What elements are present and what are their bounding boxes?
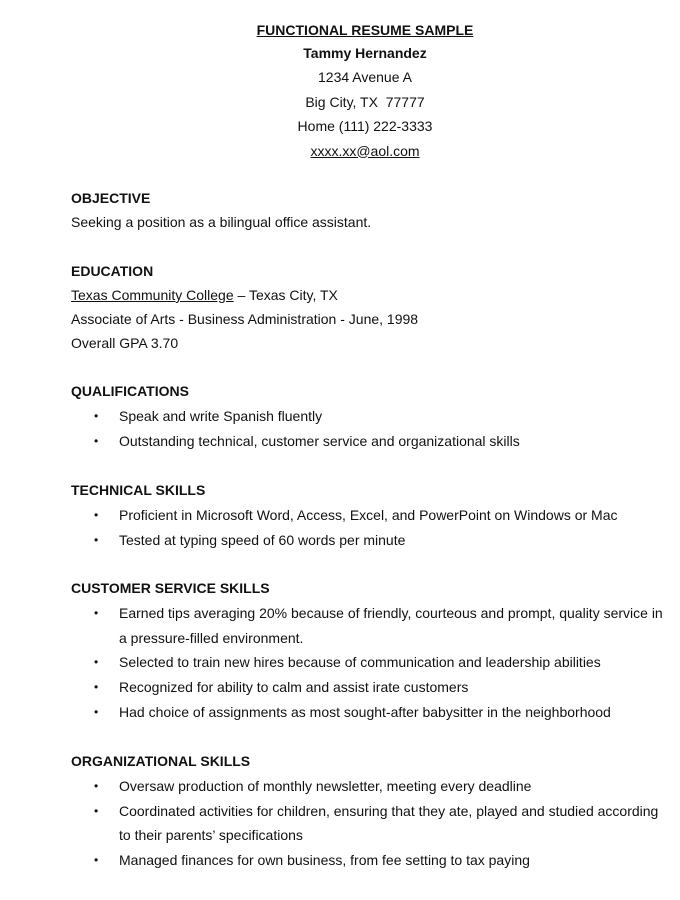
list-item: • Tested at typing speed of 60 words per minute bbox=[71, 528, 664, 553]
school-name: Texas Community College bbox=[71, 287, 234, 303]
education-school-line bbox=[71, 283, 671, 307]
bullet-icon: • bbox=[94, 803, 99, 818]
bullet-icon: • bbox=[94, 508, 99, 522]
list-item: • Oversaw production of monthly newsletter, meeting every deadline bbox=[71, 774, 664, 799]
section-heading-organizational: ORGANIZATIONAL SKILLS bbox=[71, 753, 251, 769]
list-item: • Coordinated activities for children, ensuring that they ate, played and studied according to their parents’ specifications bbox=[71, 799, 664, 848]
list-item: • Outstanding technical, customer service and organizational skills bbox=[71, 429, 664, 454]
education-gpa: Overall GPA 3.70 bbox=[71, 335, 179, 351]
address-line-1: 1234 Avenue A bbox=[318, 69, 412, 85]
customer-service-list bbox=[71, 601, 671, 725]
objective-text: Seeking a position as a bilingual office assistant. bbox=[71, 214, 372, 230]
email-link[interactable]: xxxx.xx@aol.com bbox=[310, 142, 420, 159]
applicant-name: Tammy Hernandez bbox=[303, 45, 427, 61]
objective-section bbox=[71, 186, 671, 234]
list-item: • Earned tips averaging 20% because of friendly, courteous and prompt, quality service in a pressure-filled environment. bbox=[71, 601, 664, 650]
bullet-icon: • bbox=[94, 680, 99, 695]
document-title: FUNCTIONAL RESUME SAMPLE bbox=[256, 22, 474, 38]
qualifications-section bbox=[71, 379, 671, 453]
bullet-icon: • bbox=[94, 853, 99, 868]
bullet-icon: • bbox=[94, 779, 99, 793]
section-heading-education: EDUCATION bbox=[71, 263, 154, 279]
qualifications-list bbox=[71, 404, 671, 453]
technical-skills-list bbox=[71, 503, 671, 552]
section-heading-customer-service: CUSTOMER SERVICE SKILLS bbox=[71, 580, 270, 596]
list-item: • Recognized for ability to calm and assist irate customers bbox=[71, 675, 664, 700]
list-item: • Had choice of assignments as most sought-after babysitter in the neighborhood bbox=[71, 700, 664, 725]
organizational-skills-section bbox=[71, 749, 671, 873]
bullet-icon: • bbox=[94, 655, 99, 670]
education-section bbox=[71, 259, 671, 355]
education-degree: Associate of Arts - Business Administration - June, 1998 bbox=[71, 311, 419, 327]
resume-header bbox=[71, 19, 659, 163]
list-item: • Selected to train new hires because of communication and leadership abilities bbox=[71, 650, 664, 675]
organizational-skills-list bbox=[71, 774, 671, 873]
bullet-icon: • bbox=[94, 409, 99, 423]
list-item: • Proficient in Microsoft Word, Access, Excel, and PowerPoint on Windows or Mac bbox=[71, 503, 664, 528]
section-heading-objective: OBJECTIVE bbox=[71, 190, 151, 206]
customer-service-section bbox=[71, 576, 671, 725]
bullet-icon: • bbox=[94, 606, 99, 620]
section-heading-qualifications: QUALIFICATIONS bbox=[71, 383, 189, 399]
school-location: – Texas City, TX bbox=[233, 287, 338, 303]
technical-skills-section bbox=[71, 478, 671, 552]
bullet-icon: • bbox=[94, 532, 99, 547]
list-item: • Managed finances for own business, from fee setting to tax paying bbox=[71, 848, 664, 873]
list-item: • Speak and write Spanish fluently bbox=[71, 404, 664, 429]
address-line-2: Big City, TX 77777 bbox=[305, 93, 425, 110]
bullet-icon: • bbox=[94, 704, 99, 719]
bullet-icon: • bbox=[94, 433, 99, 448]
section-heading-technical: TECHNICAL SKILLS bbox=[71, 482, 206, 498]
phone-line: Home (111) 222-3333 bbox=[297, 118, 433, 134]
